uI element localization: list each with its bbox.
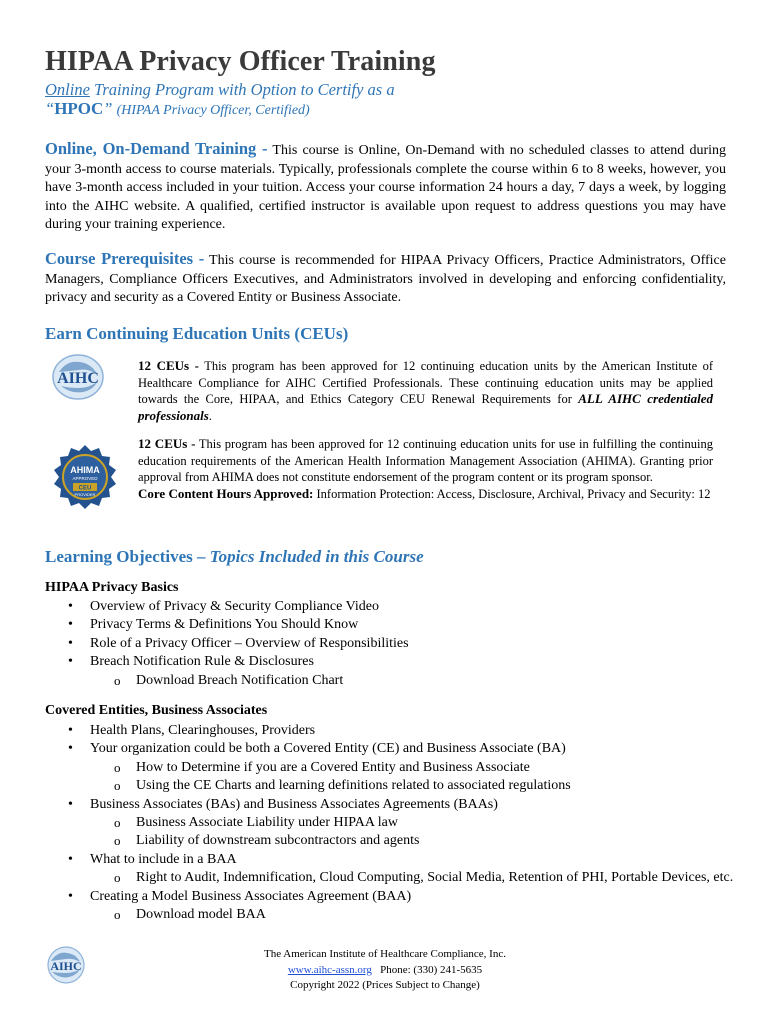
section-hipaa-privacy-basics-title: HIPAA Privacy Basics [45, 580, 179, 595]
ceu-heading: Earn Continuing Education Units (CEUs) [45, 324, 349, 343]
hpoc-acronym: HPOC [54, 99, 104, 118]
list-item: • Creating a Model Business Associates Agreement (BAA) [45, 888, 735, 906]
footer-org: The American Institute of Healthcare Compliance, Inc. [264, 948, 506, 960]
prerequisites-text: This course is recommended for HIPAA Privacy Officers, Practice Administrators, Office Managers, Compliance Officers Executives, and Administrators involved in developing and enforcing confidentiality, privacy and security as a Covered Entity or Business Associate. [45, 253, 726, 305]
ahima-badge-approved: APPROVED [72, 476, 98, 481]
page-title: HIPAA Privacy Officer Training [45, 46, 436, 77]
open-quote: “ [45, 99, 55, 118]
subtitle-line-2 [45, 99, 310, 119]
hipaa-privacy-basics-list [45, 598, 735, 690]
list-item: • Business Associates (BAs) and Business Associates Agreements (BAAs) [45, 796, 735, 814]
list-item: • Privacy Terms & Definitions You Should Know [45, 616, 735, 634]
footer-aihc-logo [45, 944, 87, 986]
online-training-heading: Online, On-Demand Training - [45, 139, 268, 158]
section-covered-entities-title: Covered Entities, Business Associates [45, 703, 268, 718]
sub-list-item: o How to Determine if you are a Covered Entity and Business Associate [45, 759, 735, 777]
footer-copyright: Copyright 2022 (Prices Subject to Change) [290, 979, 480, 991]
sub-list-item: o Download model BAA [45, 906, 735, 924]
footer-phone: Phone: (330) 241-5635 [371, 963, 483, 976]
core-content-label: Core Content Hours Approved: [138, 486, 314, 502]
sub-list-item: o Liability of downstream subcontractors and agents [45, 832, 735, 850]
list-item: • Your organization could be both a Covered Entity (CE) and Business Associate (BA) [45, 740, 735, 758]
core-content-text: Information Protection: Access, Disclosure, Archival, Privacy and Security: 12 [313, 487, 711, 502]
objectives-heading-italic: Topics Included in this Course [209, 547, 424, 566]
list-item: • Overview of Privacy & Security Compliance Video [45, 598, 735, 616]
list-item: • Health Plans, Clearinghouses, Providers [45, 722, 735, 740]
list-item: • Role of a Privacy Officer – Overview of Responsibilities [45, 635, 735, 653]
list-item: • What to include in a BAA [45, 851, 735, 869]
footer-contact [230, 963, 540, 979]
prerequisites-paragraph [45, 250, 726, 308]
sub-list-item: o Download Breach Notification Chart [45, 672, 735, 690]
ceu-block1-end: . [208, 409, 212, 424]
ceu-block2-text: This program has been approved for 12 continuing education units for use in fulfilling the continuing education requirements of the American Health Information Management Association (AHIMA). Granting prior approval from AHIMA does not constitute endorsement of the program content or its program sponsor. [138, 437, 713, 485]
subtitle-online: Online [45, 80, 90, 99]
ahima-badge-text: AHIMA [70, 465, 100, 475]
online-training-paragraph [45, 140, 726, 235]
objectives-heading-main: Learning Objectives – [45, 547, 210, 566]
hpoc-full-name: (HIPAA Privacy Officer, Certified) [116, 103, 310, 118]
learning-objectives-heading [45, 547, 424, 567]
ceu-block2-bold: 12 CEUs - [138, 436, 196, 451]
sub-list-item: o Business Associate Liability under HIPAA law [45, 814, 735, 832]
subtitle-rest: Training Program with Option to Certify as a [89, 80, 395, 99]
aihc-logo [49, 350, 107, 404]
footer [230, 947, 540, 994]
ceu-block-aihc [138, 358, 713, 425]
ahima-badge-ceu: CEU [78, 485, 92, 492]
sub-list-item: o Using the CE Charts and learning definitions related to associated regulations [45, 777, 735, 795]
footer-logo-text: AIHC [50, 959, 82, 973]
ceu-block1-bold: 12 CEUs - [138, 358, 199, 373]
list-item: • Breach Notification Rule & Disclosures [45, 653, 735, 671]
footer-website-link[interactable]: www.aihc-assn.org [287, 963, 372, 976]
ahima-approved-badge [49, 443, 121, 515]
prerequisites-heading: Course Prerequisites - [45, 249, 205, 268]
subtitle-line-1 [45, 80, 395, 100]
close-quote: ” [103, 99, 113, 118]
ceu-block1-text: This program has been approved for 12 continuing education units by the American Institute of Healthcare Compliance for AIHC Certified Professionals. These continuing education units may be applied towards the Core, HIPAA, and Ethics Category CEU Renewal Requirements for [138, 359, 713, 407]
ceu-block1-emphasis: ALL AIHC credentialed professionals [138, 391, 713, 424]
sub-list-item: o Right to Audit, Indemnification, Cloud Computing, Social Media, Retention of PHI, Portable Devices, etc. [45, 869, 736, 887]
online-training-text: This course is Online, On-Demand with no scheduled classes to attend during your 3-month access to course materials. Typically, professionals complete the course within 6 to 8 weeks, however, you have 3-month access included in your tuition. Access your course information 24 hours a day, 7 days a week, by logging into the AIHC website. A qualified, certified instructor is available upon request to address questions you may have during your training experience. [45, 143, 726, 232]
aihc-logo-text: AIHC [57, 370, 99, 387]
ahima-badge-provider: PROVIDER [74, 492, 96, 497]
covered-entities-list [45, 722, 735, 924]
ceu-block-ahima [138, 436, 713, 503]
